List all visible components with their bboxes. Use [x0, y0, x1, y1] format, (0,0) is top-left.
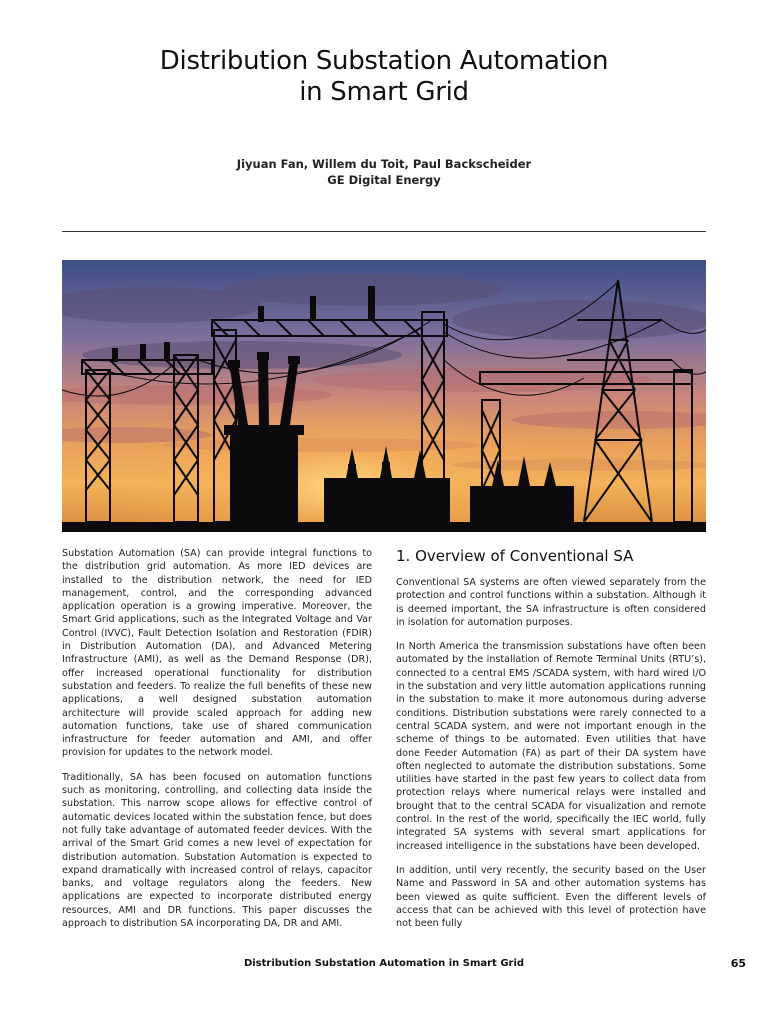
section-paragraph-1: Conventional SA systems are often viewed separately from the protection and control functions within a substation. Although it is deemed important, the SA infrastructure is often considered in isolation for automation purposes. [396, 577, 706, 628]
title-line-1: Distribution Substation Automation [159, 46, 609, 76]
abstract-paragraph-2: Traditionally, SA has been focused on automation functions such as monitoring, controlling, and collecting data inside the substation. This narrow scope allows for effective control of automatic devices located within the substation fence, but does not fully take advantage of automated feeder devices. With the arrival of the Smart Grid comes a new level of expectation for distribution automation. Substation Automation is expected to expand dramatically with increased control of relays, capacitor banks, and voltage regulators along the feeders. New applications are expected to incorporate distributed energy resources, AMI and DR functions. This paper discusses the approach to distribution SA incorporating DA, DR and AMI. [62, 771, 372, 930]
right-column [396, 547, 706, 941]
page-number: 65 [730, 957, 746, 970]
section-paragraph-3: In addition, until very recently, the security based on the User Name and Password in SA and other automation systems has been viewed as quite sufficient. Even the different levels of access that can be achieved with this level of protection have not been fully [396, 864, 706, 930]
section-heading: 1. Overview of Conventional SA [396, 547, 634, 565]
author-block [0, 156, 768, 188]
left-column [62, 547, 372, 941]
affiliation: GE Digital Energy [327, 173, 441, 187]
abstract-paragraph-1: Substation Automation (SA) can provide integral functions to the distribution grid automation. As more IED devices are installed to the distribution network, the need for IED management, control, and the corresponding advanced application operation is a growing imperative. Moreover, the Smart Grid applications, such as the Integrated Voltage and Var Control (IVVC), Fault Detection Isolation and Restoration (FDIR) in Distribution Automation (DA), and Advanced Metering Infrastructure (AMI), as well as the Demand Response (DR), offer increased operational functionality for distribution substation and feeders. To realize the full benefits of these new applications, a well designed substation automation architecture will provide scaled approach for adding new automation functions, take use of shared communication infrastructure for feeder automation and AMI, and offer provision for updates to the network model. [62, 548, 372, 759]
author-names: Jiyuan Fan, Willem du Toit, Paul Backscheider [236, 157, 532, 171]
header-divider [62, 231, 706, 232]
substation-photo [62, 260, 706, 532]
paper-title [0, 46, 768, 108]
title-line-2: in Smart Grid [299, 77, 469, 107]
section-paragraph-2: In North America the transmission substations have often been automated by the installation of Remote Terminal Units (RTU’s), connected to a central EMS /SCADA system, with hard wired I/O in the substation and very little automation applications running in the substation to make it more autonomous during adverse conditions. Distribution substations were rarely connected to a central SCADA system, and were not important enough in the scheme of things to be automated. Even utilities that have done Feeder Automation (FA) as part of their DA system have often neglected to automate the distribution substations. Some utilities have started in the past few years to collect data from protection relays where numerical relays were installed and brought that to the central SCADA for visualization and remote control. In the rest of the world, specifically the IEC world, fully integrated SA systems with several smart applications for increased intelligence in the substations have been developed. [396, 641, 706, 852]
running-footer-title: Distribution Substation Automation in Smart Grid [243, 958, 525, 969]
